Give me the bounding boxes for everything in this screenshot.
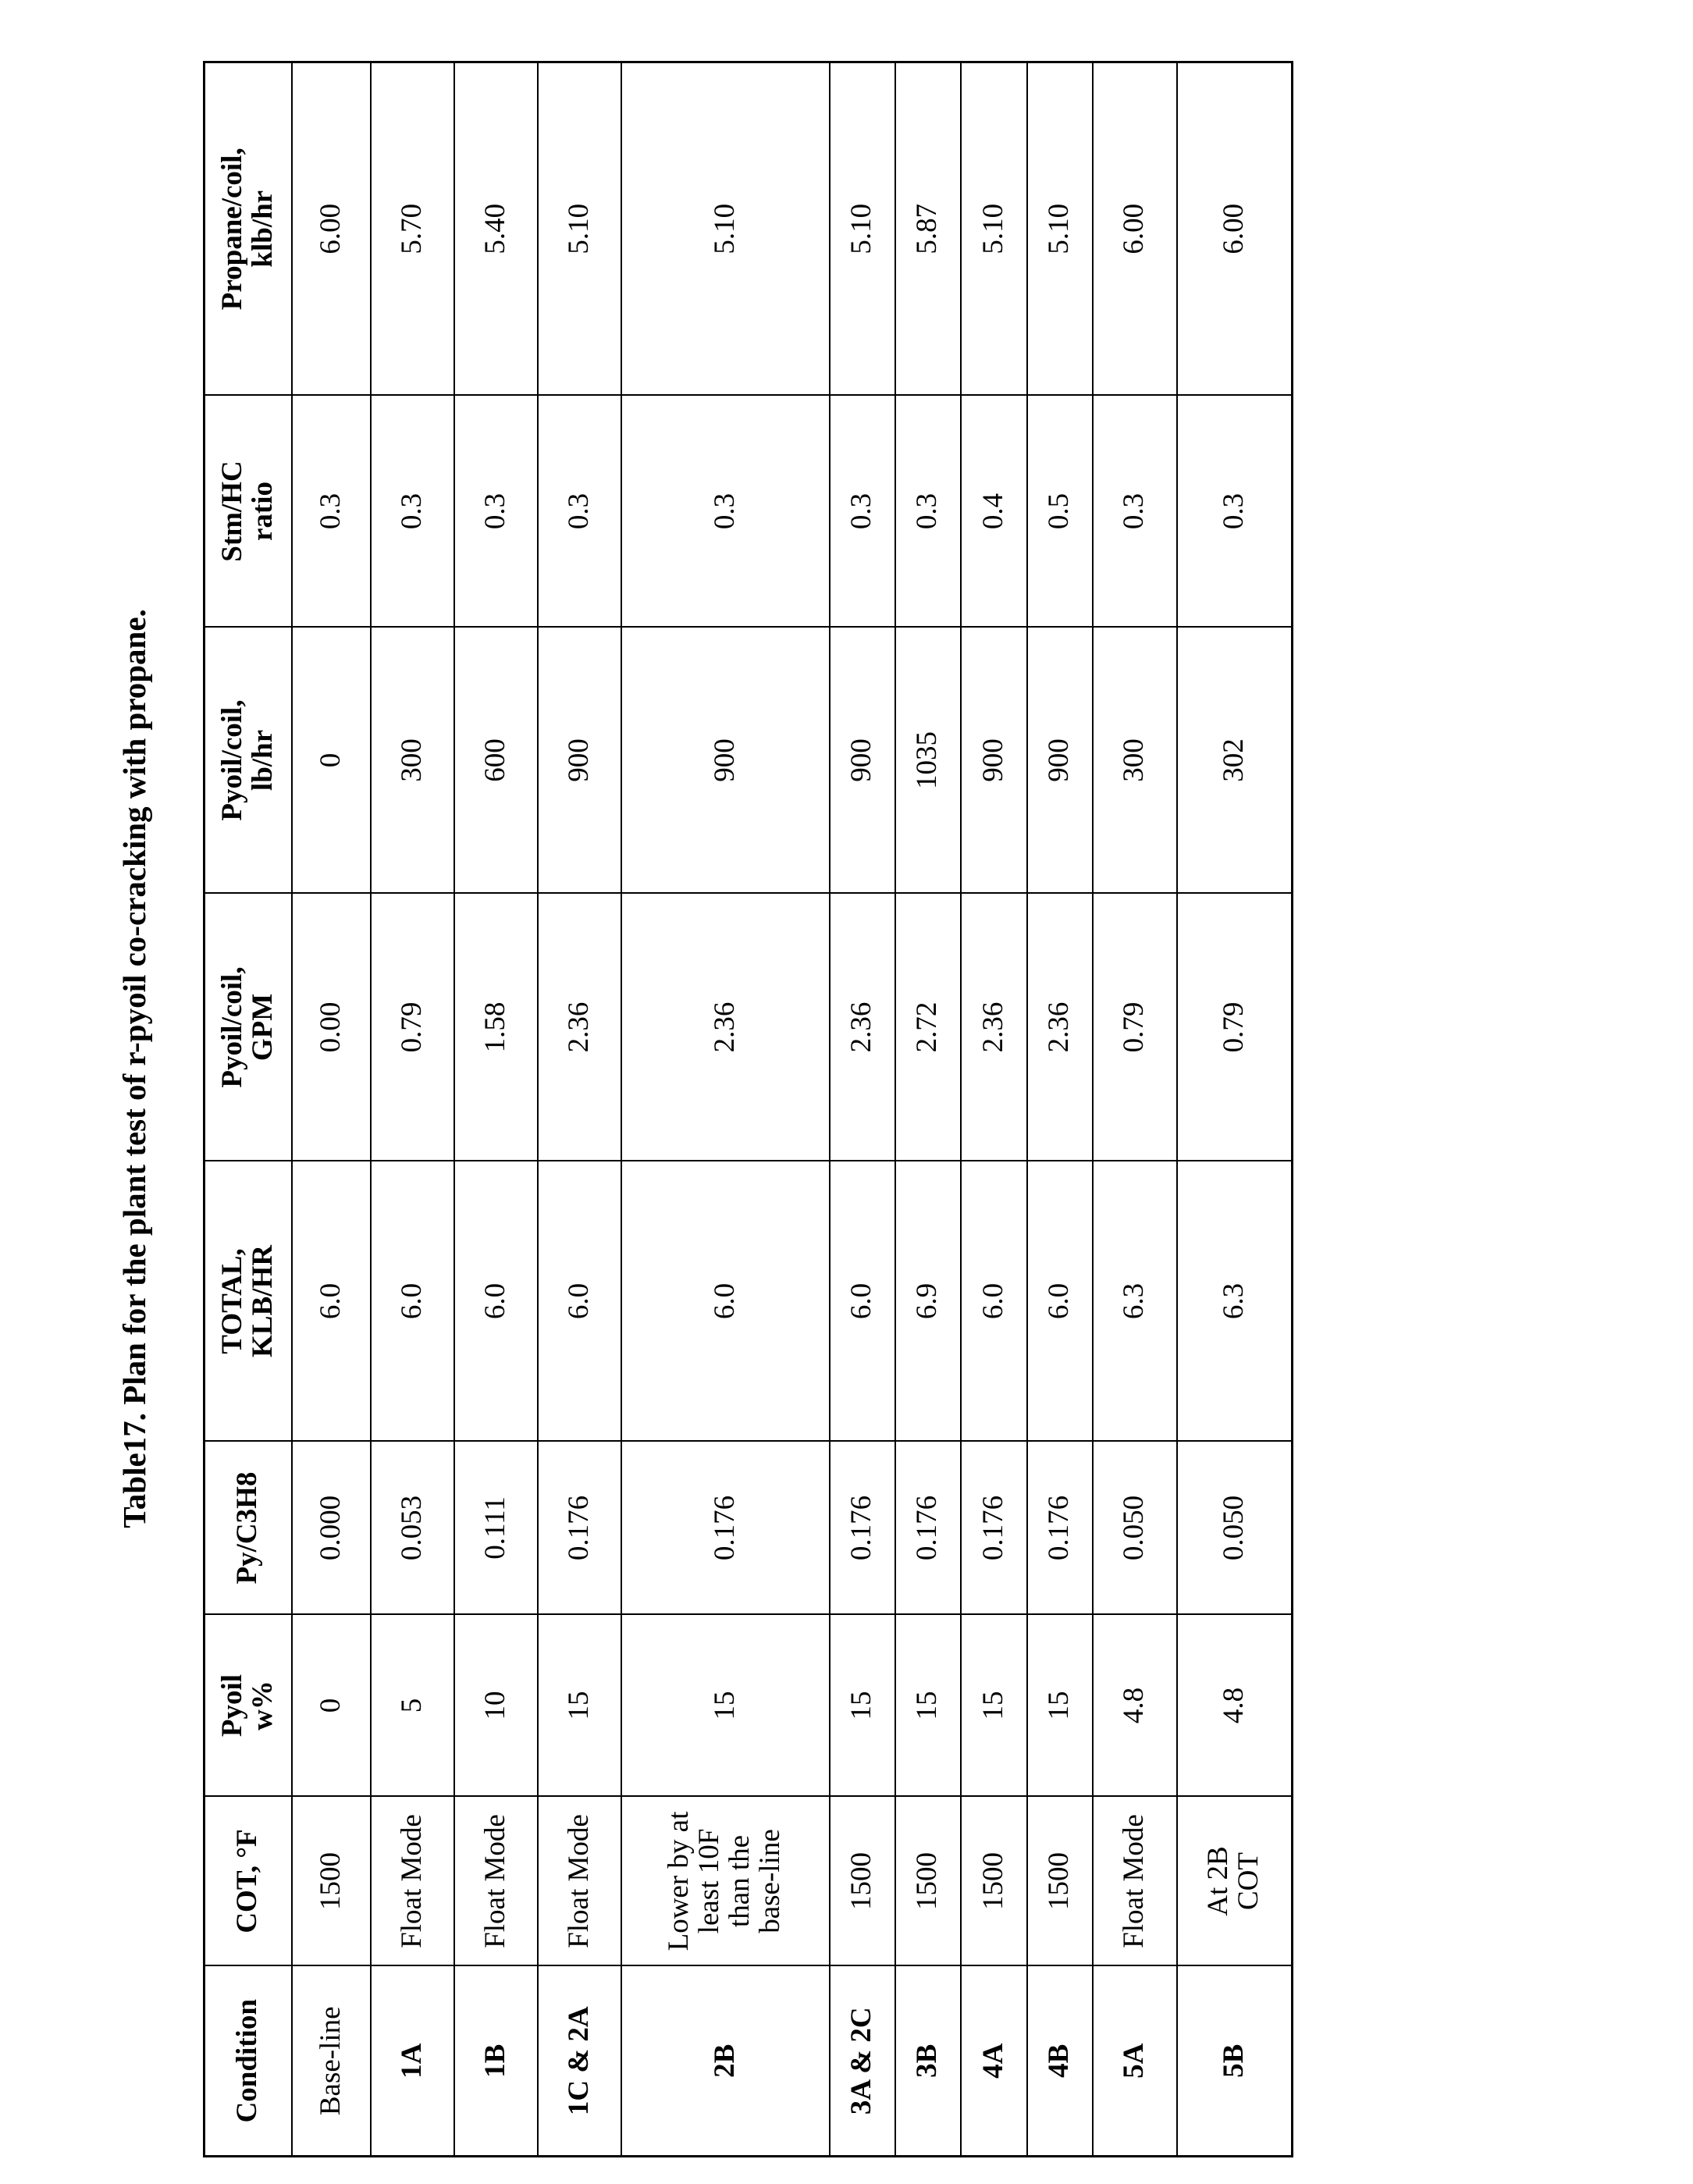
cell-gpm: 2.36 xyxy=(961,894,1027,1161)
cell-propane: 6.00 xyxy=(292,62,371,396)
cell-stm: 0.3 xyxy=(830,396,895,628)
header-line: Pyoil xyxy=(216,1674,248,1737)
table-row xyxy=(292,62,371,2157)
cell-pyoil-w: 15 xyxy=(895,1615,961,1797)
cell-total: 6.0 xyxy=(961,1161,1027,1442)
cell-pyoil-w: 5 xyxy=(371,1615,454,1797)
cot-text: Lower by at least 10F than the base-line xyxy=(664,1805,785,1958)
cell-lbhr: 900 xyxy=(1027,628,1093,894)
cell-cot xyxy=(538,1797,621,1966)
cell-gpm: 0.79 xyxy=(371,894,454,1161)
cell-gpm: 0.00 xyxy=(292,894,371,1161)
cell-cot xyxy=(621,1797,830,1966)
table-body xyxy=(292,62,1293,2157)
header-stm xyxy=(205,396,292,628)
cell-pyoil-w: 10 xyxy=(454,1615,538,1797)
cell-gpm: 0.79 xyxy=(1093,894,1177,1161)
cell-total: 6.0 xyxy=(454,1161,538,1442)
table-row xyxy=(454,62,538,2157)
cell-lbhr: 300 xyxy=(371,628,454,894)
cell-gpm: 0.79 xyxy=(1177,894,1293,1161)
header-propane xyxy=(205,62,292,396)
cell-pyoil-w: 4.8 xyxy=(1177,1615,1293,1797)
cell-pyoil-w: 15 xyxy=(621,1615,830,1797)
cot-text: 1500 xyxy=(912,1802,943,1961)
table-row xyxy=(1093,62,1177,2157)
cell-condition: 4A xyxy=(961,1966,1027,2157)
cell-py-c3h8: 0.176 xyxy=(830,1442,895,1615)
cell-pyoil-w: 4.8 xyxy=(1093,1615,1177,1797)
table-container xyxy=(203,63,1292,2157)
cell-py-c3h8: 0.176 xyxy=(538,1442,621,1615)
cell-lbhr: 900 xyxy=(621,628,830,894)
cell-gpm: 1.58 xyxy=(454,894,538,1161)
table-row xyxy=(895,62,961,2157)
cell-gpm: 2.72 xyxy=(895,894,961,1161)
cell-propane: 5.40 xyxy=(454,62,538,396)
cell-py-c3h8: 0.176 xyxy=(1027,1442,1093,1615)
cell-stm: 0.3 xyxy=(292,396,371,628)
cell-total: 6.0 xyxy=(621,1161,830,1442)
cell-py-c3h8: 0.050 xyxy=(1177,1442,1293,1615)
cell-propane: 5.70 xyxy=(371,62,454,396)
cell-lbhr: 900 xyxy=(830,628,895,894)
cell-total: 6.3 xyxy=(1177,1161,1293,1442)
table-row xyxy=(538,62,621,2157)
table-row xyxy=(830,62,895,2157)
cell-total: 6.3 xyxy=(1093,1161,1177,1442)
cell-stm: 0.3 xyxy=(454,396,538,628)
cell-propane: 5.10 xyxy=(538,62,621,396)
header-row xyxy=(205,62,292,2157)
cell-pyoil-w: 15 xyxy=(961,1615,1027,1797)
cell-lbhr: 0 xyxy=(292,628,371,894)
cell-propane: 5.87 xyxy=(895,62,961,396)
cell-pyoil-w: 15 xyxy=(830,1615,895,1797)
cell-total: 6.0 xyxy=(830,1161,895,1442)
cell-cot xyxy=(1177,1797,1293,1966)
cell-cot xyxy=(371,1797,454,1966)
header-gpm xyxy=(205,894,292,1161)
header-condition: Condition xyxy=(205,1966,292,2157)
header-line: Pyoil/coil, xyxy=(216,699,248,820)
cell-condition: 1B xyxy=(454,1966,538,2157)
cot-text: 1500 xyxy=(847,1802,877,1961)
cot-text: 1500 xyxy=(979,1802,1009,1961)
cell-cot xyxy=(1093,1797,1177,1966)
cell-pyoil-w: 15 xyxy=(1027,1615,1093,1797)
cell-total: 6.9 xyxy=(895,1161,961,1442)
header-pyoil-w xyxy=(205,1615,292,1797)
cell-pyoil-w: 15 xyxy=(538,1615,621,1797)
table-row xyxy=(961,62,1027,2157)
cell-stm: 0.3 xyxy=(1093,396,1177,628)
cell-condition: 3B xyxy=(895,1966,961,2157)
cell-condition: 4B xyxy=(1027,1966,1093,2157)
table-row xyxy=(371,62,454,2157)
cell-propane: 5.10 xyxy=(621,62,830,396)
cot-text: Float Mode xyxy=(1119,1809,1150,1954)
cell-gpm: 2.36 xyxy=(538,894,621,1161)
plant-test-table xyxy=(203,61,1293,2157)
cell-cot xyxy=(292,1797,371,1966)
cell-stm: 0.5 xyxy=(1027,396,1093,628)
cell-condition: 2B xyxy=(621,1966,830,2157)
cell-condition: 5A xyxy=(1093,1966,1177,2157)
cell-gpm: 2.36 xyxy=(1027,894,1093,1161)
table-row xyxy=(1177,62,1293,2157)
cell-cot xyxy=(1027,1797,1093,1966)
cell-stm: 0.3 xyxy=(538,396,621,628)
cell-lbhr: 300 xyxy=(1093,628,1177,894)
cell-total: 6.0 xyxy=(538,1161,621,1442)
header-line: lb/hr xyxy=(247,730,279,791)
cell-stm: 0.3 xyxy=(895,396,961,628)
cell-stm: 0.3 xyxy=(621,396,830,628)
cell-total: 6.0 xyxy=(1027,1161,1093,1442)
header-line: klb/hr xyxy=(247,190,279,268)
cot-text: At 2B COT xyxy=(1204,1823,1264,1939)
cot-text: Float Mode xyxy=(564,1809,595,1954)
header-py-c3h8: Py/C3H8 xyxy=(205,1442,292,1615)
header-line: KLB/HR xyxy=(247,1245,279,1357)
cell-propane: 6.00 xyxy=(1177,62,1293,396)
cell-lbhr: 900 xyxy=(961,628,1027,894)
cell-lbhr: 900 xyxy=(538,628,621,894)
cell-total: 6.0 xyxy=(371,1161,454,1442)
table-title: Table17. Plan for the plant test of r-pyoil co-cracking with propane. xyxy=(116,609,153,1528)
cell-condition: 3A & 2C xyxy=(830,1966,895,2157)
cell-gpm: 2.36 xyxy=(621,894,830,1161)
header-cot: COT, °F xyxy=(205,1797,292,1966)
cell-total: 6.0 xyxy=(292,1161,371,1442)
cell-condition: 5B xyxy=(1177,1966,1293,2157)
cell-py-c3h8: 0.050 xyxy=(1093,1442,1177,1615)
header-line: Pyoil/coil, xyxy=(216,966,248,1087)
cell-cot xyxy=(454,1797,538,1966)
cell-condition: 1C & 2A xyxy=(538,1966,621,2157)
cot-text: 1500 xyxy=(1044,1802,1075,1961)
header-line: Stm/HC xyxy=(216,461,248,562)
cell-lbhr: 600 xyxy=(454,628,538,894)
table-row xyxy=(621,62,830,2157)
cell-condition: Base-line xyxy=(292,1966,371,2157)
cell-lbhr: 1035 xyxy=(895,628,961,894)
header-total xyxy=(205,1161,292,1442)
cot-text: Float Mode xyxy=(397,1809,428,1954)
cell-stm: 0.4 xyxy=(961,396,1027,628)
cell-py-c3h8: 0.176 xyxy=(621,1442,830,1615)
cell-propane: 5.10 xyxy=(1027,62,1093,396)
cell-lbhr: 302 xyxy=(1177,628,1293,894)
cell-stm: 0.3 xyxy=(371,396,454,628)
cell-py-c3h8: 0.176 xyxy=(961,1442,1027,1615)
header-lbhr xyxy=(205,628,292,894)
cell-propane: 5.10 xyxy=(830,62,895,396)
cell-py-c3h8: 0.176 xyxy=(895,1442,961,1615)
cell-py-c3h8: 0.000 xyxy=(292,1442,371,1615)
cell-py-c3h8: 0.111 xyxy=(454,1442,538,1615)
cell-py-c3h8: 0.053 xyxy=(371,1442,454,1615)
cell-propane: 6.00 xyxy=(1093,62,1177,396)
cell-gpm: 2.36 xyxy=(830,894,895,1161)
cell-cot xyxy=(961,1797,1027,1966)
cell-pyoil-w: 0 xyxy=(292,1615,371,1797)
header-line: TOTAL, xyxy=(216,1248,248,1353)
cell-condition: 1A xyxy=(371,1966,454,2157)
header-line: Propane/coil, xyxy=(216,148,248,310)
cell-cot xyxy=(830,1797,895,1966)
header-line: ratio xyxy=(247,482,279,541)
cot-text: 1500 xyxy=(316,1802,347,1961)
table-row xyxy=(1027,62,1093,2157)
cell-stm: 0.3 xyxy=(1177,396,1293,628)
cot-text: Float Mode xyxy=(481,1809,511,1954)
cell-propane: 5.10 xyxy=(961,62,1027,396)
header-line: w% xyxy=(247,1681,279,1730)
cell-cot xyxy=(895,1797,961,1966)
header-line: GPM xyxy=(247,994,279,1061)
